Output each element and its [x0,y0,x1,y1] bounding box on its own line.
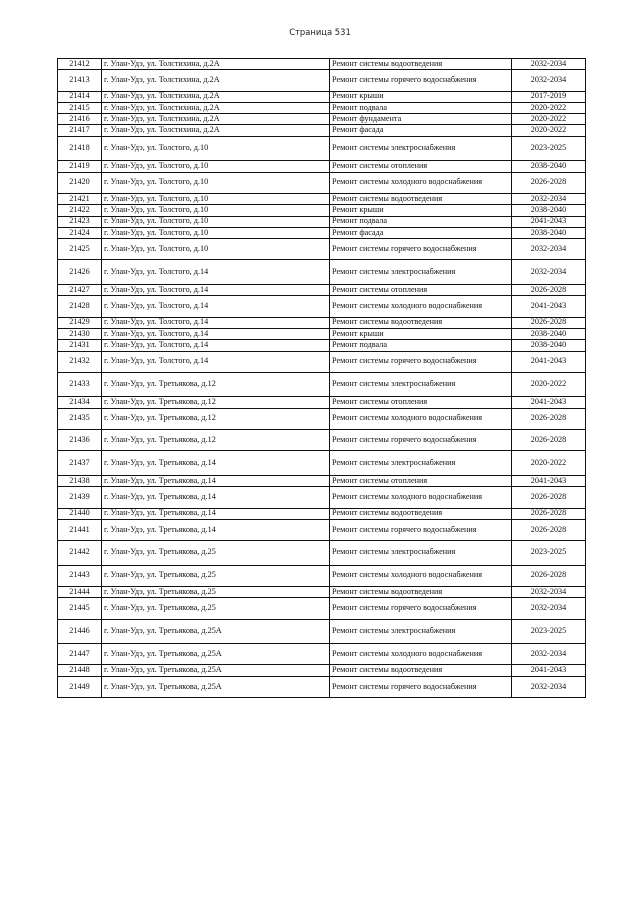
row-number-cell: 21445 [58,598,102,619]
row-number-cell: 21431 [58,340,102,351]
period-cell: 2038-2040 [512,205,586,216]
period-cell: 2023-2025 [512,136,586,161]
table-row [58,59,586,70]
address-cell: г. Улан-Удэ, ул. Толстого, д.14 [102,260,330,285]
work-type-cell: Ремонт системы отопления [330,285,512,296]
work-type-cell: Ремонт системы горячего водоснабжения [330,519,512,540]
period-cell: 2032-2034 [512,598,586,619]
row-number-cell: 21414 [58,91,102,102]
address-cell: г. Улан-Удэ, ул. Толстого, д.10 [102,216,330,227]
work-type-cell: Ремонт системы электроснабжения [330,372,512,397]
row-number-cell: 21417 [58,125,102,136]
period-cell: 2038-2040 [512,340,586,351]
work-type-cell: Ремонт системы горячего водоснабжения [330,430,512,451]
row-number-cell: 21447 [58,644,102,665]
address-cell: г. Улан-Удэ, ул. Третьякова, д.25 [102,586,330,597]
work-type-cell: Ремонт системы холодного водоснабжения [330,487,512,508]
row-number-cell: 21412 [58,59,102,70]
period-cell: 2026-2028 [512,317,586,328]
work-type-cell: Ремонт подвала [330,216,512,227]
address-cell: г. Улан-Удэ, ул. Толстого, д.10 [102,161,330,172]
address-cell: г. Улан-Удэ, ул. Толстихина, д.2А [102,91,330,102]
table-row [58,665,586,676]
address-cell: г. Улан-Удэ, ул. Третьякова, д.14 [102,508,330,519]
table-row [58,451,586,476]
table-row [58,644,586,665]
table-row [58,285,586,296]
row-number-cell: 21415 [58,102,102,113]
row-number-cell: 21423 [58,216,102,227]
work-type-cell: Ремонт системы холодного водоснабжения [330,172,512,193]
period-cell: 2041-2043 [512,475,586,486]
address-cell: г. Улан-Удэ, ул. Толстого, д.10 [102,239,330,260]
work-type-cell: Ремонт системы водоотведения [330,317,512,328]
address-cell: г. Улан-Удэ, ул. Третьякова, д.12 [102,430,330,451]
address-cell: г. Улан-Удэ, ул. Третьякова, д.14 [102,451,330,476]
table-row [58,519,586,540]
work-type-cell: Ремонт системы холодного водоснабжения [330,565,512,586]
work-type-cell: Ремонт фасада [330,227,512,238]
table-row [58,102,586,113]
row-number-cell: 21416 [58,114,102,125]
table-row [58,172,586,193]
period-cell: 2023-2025 [512,541,586,566]
period-cell: 2026-2028 [512,519,586,540]
row-number-cell: 21429 [58,317,102,328]
address-cell: г. Улан-Удэ, ул. Толстого, д.14 [102,340,330,351]
period-cell: 2020-2022 [512,125,586,136]
address-cell: г. Улан-Удэ, ул. Толстихина, д.2А [102,59,330,70]
work-type-cell: Ремонт крыши [330,205,512,216]
work-type-cell: Ремонт подвала [330,340,512,351]
period-cell: 2041-2043 [512,397,586,408]
address-cell: г. Улан-Удэ, ул. Третьякова, д.25А [102,644,330,665]
work-type-cell: Ремонт системы водоотведения [330,193,512,204]
table-row [58,430,586,451]
table-row [58,397,586,408]
address-cell: г. Улан-Удэ, ул. Толстихина, д.2А [102,102,330,113]
period-cell: 2041-2043 [512,351,586,372]
address-cell: г. Улан-Удэ, ул. Третьякова, д.25 [102,598,330,619]
row-number-cell: 21432 [58,351,102,372]
work-type-cell: Ремонт системы электроснабжения [330,541,512,566]
row-number-cell: 21418 [58,136,102,161]
row-number-cell: 21426 [58,260,102,285]
work-type-cell: Ремонт системы холодного водоснабжения [330,644,512,665]
work-type-cell: Ремонт системы отопления [330,475,512,486]
period-cell: 2038-2040 [512,328,586,339]
table-row [58,125,586,136]
table-row [58,91,586,102]
work-type-cell: Ремонт системы отопления [330,397,512,408]
work-type-cell: Ремонт крыши [330,328,512,339]
period-cell: 2026-2028 [512,285,586,296]
period-cell: 2032-2034 [512,239,586,260]
period-cell: 2041-2043 [512,216,586,227]
table-row [58,136,586,161]
period-cell: 2032-2034 [512,644,586,665]
row-number-cell: 21424 [58,227,102,238]
table-row [58,541,586,566]
address-cell: г. Улан-Удэ, ул. Третьякова, д.25 [102,565,330,586]
work-type-cell: Ремонт системы горячего водоснабжения [330,70,512,91]
table-row [58,227,586,238]
address-cell: г. Улан-Удэ, ул. Толстихина, д.2А [102,125,330,136]
address-cell: г. Улан-Удэ, ул. Третьякова, д.25А [102,665,330,676]
row-number-cell: 21449 [58,676,102,697]
row-number-cell: 21433 [58,372,102,397]
address-cell: г. Улан-Удэ, ул. Толстого, д.10 [102,227,330,238]
period-cell: 2026-2028 [512,565,586,586]
work-type-cell: Ремонт системы горячего водоснабжения [330,676,512,697]
row-number-cell: 21434 [58,397,102,408]
address-cell: г. Улан-Удэ, ул. Толстихина, д.2А [102,70,330,91]
period-cell: 2020-2022 [512,102,586,113]
address-cell: г. Улан-Удэ, ул. Третьякова, д.14 [102,487,330,508]
row-number-cell: 21441 [58,519,102,540]
address-cell: г. Улан-Удэ, ул. Третьякова, д.25 [102,541,330,566]
row-number-cell: 21422 [58,205,102,216]
table-row [58,260,586,285]
table-row [58,193,586,204]
table-row [58,598,586,619]
work-type-cell: Ремонт системы электроснабжения [330,260,512,285]
row-number-cell: 21435 [58,408,102,429]
row-number-cell: 21428 [58,296,102,317]
address-cell: г. Улан-Удэ, ул. Третьякова, д.14 [102,475,330,486]
address-cell: г. Улан-Удэ, ул. Третьякова, д.12 [102,408,330,429]
period-cell: 2026-2028 [512,430,586,451]
table-row [58,475,586,486]
work-type-cell: Ремонт системы горячего водоснабжения [330,239,512,260]
row-number-cell: 21413 [58,70,102,91]
work-type-cell: Ремонт фундамента [330,114,512,125]
period-cell: 2026-2028 [512,172,586,193]
table-row [58,296,586,317]
address-cell: г. Улан-Удэ, ул. Толстихина, д.2А [102,114,330,125]
table-row [58,619,586,644]
period-cell: 2026-2028 [512,508,586,519]
row-number-cell: 21425 [58,239,102,260]
period-cell: 2032-2034 [512,70,586,91]
table-row [58,340,586,351]
row-number-cell: 21419 [58,161,102,172]
period-cell: 2032-2034 [512,586,586,597]
row-number-cell: 21438 [58,475,102,486]
table-row [58,114,586,125]
period-cell: 2023-2025 [512,619,586,644]
row-number-cell: 21421 [58,193,102,204]
work-type-cell: Ремонт фасада [330,125,512,136]
table-row [58,676,586,697]
period-cell: 2041-2043 [512,665,586,676]
period-cell: 2032-2034 [512,676,586,697]
table-row [58,317,586,328]
table-row [58,565,586,586]
work-type-cell: Ремонт системы холодного водоснабжения [330,408,512,429]
address-cell: г. Улан-Удэ, ул. Толстого, д.10 [102,205,330,216]
table-row [58,239,586,260]
table-row [58,372,586,397]
row-number-cell: 21446 [58,619,102,644]
row-number-cell: 21427 [58,285,102,296]
row-number-cell: 21448 [58,665,102,676]
work-type-cell: Ремонт системы электроснабжения [330,619,512,644]
table-row [58,487,586,508]
repair-schedule-table [57,58,586,698]
address-cell: г. Улан-Удэ, ул. Толстого, д.14 [102,296,330,317]
address-cell: г. Улан-Удэ, ул. Третьякова, д.25А [102,619,330,644]
address-cell: г. Улан-Удэ, ул. Толстого, д.14 [102,285,330,296]
table-row [58,351,586,372]
work-type-cell: Ремонт системы горячего водоснабжения [330,598,512,619]
period-cell: 2032-2034 [512,59,586,70]
address-cell: г. Улан-Удэ, ул. Третьякова, д.14 [102,519,330,540]
work-type-cell: Ремонт системы водоотведения [330,586,512,597]
row-number-cell: 21437 [58,451,102,476]
row-number-cell: 21444 [58,586,102,597]
table-row [58,70,586,91]
work-type-cell: Ремонт системы водоотведения [330,59,512,70]
period-cell: 2032-2034 [512,260,586,285]
address-cell: г. Улан-Удэ, ул. Третьякова, д.12 [102,397,330,408]
work-type-cell: Ремонт подвала [330,102,512,113]
period-cell: 2032-2034 [512,193,586,204]
address-cell: г. Улан-Удэ, ул. Толстого, д.14 [102,328,330,339]
work-type-cell: Ремонт системы водоотведения [330,508,512,519]
table-row [58,161,586,172]
table-row [58,205,586,216]
period-cell: 2020-2022 [512,114,586,125]
work-type-cell: Ремонт системы горячего водоснабжения [330,351,512,372]
page-number-header: Страница 531 [289,27,351,37]
address-cell: г. Улан-Удэ, ул. Толстого, д.10 [102,193,330,204]
work-type-cell: Ремонт системы холодного водоснабжения [330,296,512,317]
work-type-cell: Ремонт системы электроснабжения [330,451,512,476]
table-row [58,328,586,339]
period-cell: 2020-2022 [512,451,586,476]
address-cell: г. Улан-Удэ, ул. Третьякова, д.12 [102,372,330,397]
period-cell: 2020-2022 [512,372,586,397]
period-cell: 2026-2028 [512,487,586,508]
row-number-cell: 21443 [58,565,102,586]
table-row [58,508,586,519]
period-cell: 2038-2040 [512,161,586,172]
row-number-cell: 21440 [58,508,102,519]
row-number-cell: 21442 [58,541,102,566]
row-number-cell: 21436 [58,430,102,451]
address-cell: г. Улан-Удэ, ул. Толстого, д.10 [102,136,330,161]
address-cell: г. Улан-Удэ, ул. Толстого, д.14 [102,351,330,372]
row-number-cell: 21420 [58,172,102,193]
row-number-cell: 21439 [58,487,102,508]
work-type-cell: Ремонт крыши [330,91,512,102]
period-cell: 2026-2028 [512,408,586,429]
period-cell: 2041-2043 [512,296,586,317]
table-row [58,408,586,429]
work-type-cell: Ремонт системы электроснабжения [330,136,512,161]
address-cell: г. Улан-Удэ, ул. Толстого, д.14 [102,317,330,328]
table-row [58,586,586,597]
period-cell: 2017-2019 [512,91,586,102]
row-number-cell: 21430 [58,328,102,339]
address-cell: г. Улан-Удэ, ул. Третьякова, д.25А [102,676,330,697]
work-type-cell: Ремонт системы водоотведения [330,665,512,676]
work-type-cell: Ремонт системы отопления [330,161,512,172]
table-row [58,216,586,227]
address-cell: г. Улан-Удэ, ул. Толстого, д.10 [102,172,330,193]
period-cell: 2038-2040 [512,227,586,238]
